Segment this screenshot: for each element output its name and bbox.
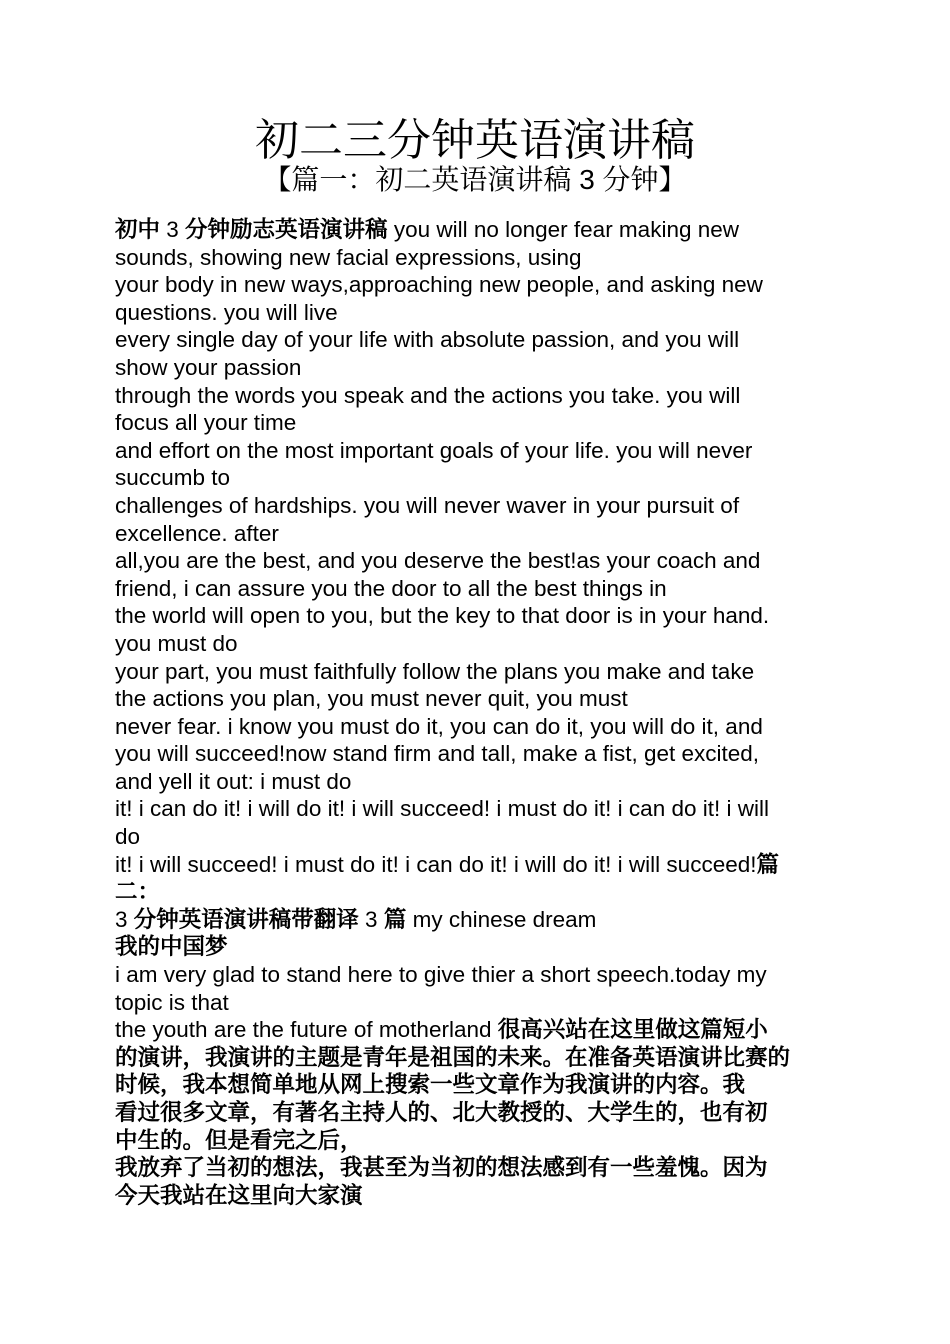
body-line [115, 492, 843, 520]
document-title: 初二三分钟英语演讲稿 [255, 116, 695, 165]
text-run: do [115, 824, 141, 850]
document-body [115, 216, 843, 1209]
text-run: you must do [115, 630, 238, 656]
text-run: questions. you will live [115, 299, 338, 325]
bold-text-run: 初中 [115, 217, 161, 242]
body-line [115, 1154, 843, 1182]
text-run: excellence. after [115, 520, 279, 546]
body-line [115, 575, 843, 603]
body-line [115, 1071, 843, 1099]
text-run: the youth are the future of motherland [115, 1017, 498, 1043]
body-line [115, 382, 843, 410]
body-line [115, 1127, 843, 1155]
text-run: the actions you plan, you must never quit, you must [115, 686, 628, 712]
bold-text-run: 我放弃了当初的想法，我甚至为当初的想法感到有一些羞愧。因为 [115, 1155, 768, 1181]
text-run: your part, you must faithfully follow the plans you make and take [115, 658, 755, 684]
text-run: succumb to [115, 465, 231, 491]
body-line [115, 658, 843, 686]
body-line [115, 437, 843, 465]
body-line [115, 878, 843, 906]
text-run: and yell it out: i must do [115, 768, 352, 794]
text-run: 3 [160, 217, 186, 242]
body-line [115, 409, 843, 437]
text-run: show your passion [115, 354, 302, 380]
text-run: you will no longer fear making new [387, 217, 739, 242]
bold-text-run: 时候，我本想简单地从网上搜索一些文章作为我演讲的内容。我 [115, 1072, 746, 1098]
body-line [115, 740, 843, 768]
text-run: 3 [115, 906, 134, 932]
body-line [115, 244, 843, 272]
bold-text-run: 分钟英语演讲稿带翻译 [133, 906, 359, 932]
body-line [115, 520, 843, 548]
text-run: i am very glad to stand here to give thier a short speech.today my [115, 962, 767, 988]
text-run: every single day of your life with absolute passion, and you will [115, 327, 740, 353]
body-line [115, 354, 843, 382]
body-line [115, 713, 843, 741]
text-run: 3 [358, 906, 384, 932]
text-run: the world will open to you, but the key to that door is in your hand. [115, 603, 770, 629]
body-line [115, 630, 843, 658]
bold-text-run: 篇 [756, 851, 779, 877]
body-line [115, 768, 843, 796]
body-line [115, 326, 843, 354]
text-run: sounds, showing new facial expressions, using [115, 244, 582, 270]
document-subtitle: 【篇一：初二英语演讲稿 3 分钟】 [263, 164, 687, 195]
bold-text-run: 中生的。但是看完之后， [115, 1127, 363, 1153]
text-run: friend, i can assure you the door to all the best things in [115, 575, 667, 601]
body-line [115, 823, 843, 851]
bold-text-run: 的演讲，我演讲的主题是青年是祖国的未来。在准备英语演讲比赛的 [115, 1044, 791, 1070]
text-run: you will succeed!now stand firm and tall, make a fist, get excited, [115, 741, 760, 767]
body-line [115, 933, 843, 961]
text-run: topic is that [115, 989, 229, 1015]
body-line [115, 271, 843, 299]
bold-text-run: 看过很多文章，有著名主持人的、北大教授的、大学生的，也有初 [115, 1100, 768, 1125]
text-run: it! i can do it! i will do it! i will succeed! i must do it! i can do it! i will [115, 796, 769, 822]
text-run: it! i will succeed! i must do it! i can do it! i will do it! i will succeed! [115, 851, 757, 877]
body-line [115, 547, 843, 575]
text-run: challenges of hardships. you will never waver in your pursuit of [115, 492, 740, 518]
body-line [115, 299, 843, 327]
body-line [115, 1016, 843, 1044]
body-line [115, 989, 843, 1017]
body-line [115, 851, 843, 879]
body-line [115, 464, 843, 492]
text-run: all,you are the best, and you deserve the best!as your coach and [115, 548, 761, 574]
bold-text-run: 篇 [383, 906, 407, 932]
body-line [115, 602, 843, 630]
text-run: through the words you speak and the actions you take. you will [115, 382, 741, 408]
body-line [115, 1099, 843, 1127]
bold-text-run: 二： [115, 879, 161, 905]
bold-text-run: 我的中国梦 [115, 934, 228, 960]
body-line [115, 1182, 843, 1210]
bold-text-run: 很高兴站在这里做这篇短小 [497, 1017, 768, 1043]
bold-text-run: 今天我站在这里向大家演 [115, 1182, 363, 1208]
text-run: my chinese dream [406, 906, 597, 932]
body-line [115, 906, 843, 934]
body-line [115, 795, 843, 823]
text-run: focus all your time [115, 410, 297, 436]
bold-text-run: 分钟励志英语演讲稿 [185, 217, 388, 242]
text-run: your body in new ways,approaching new people, and asking new [115, 272, 763, 298]
text-run: and effort on the most important goals of your life. you will never [115, 437, 753, 463]
body-line [115, 685, 843, 713]
body-line [115, 216, 843, 244]
text-run: never fear. i know you must do it, you can do it, you will do it, and [115, 713, 763, 739]
body-line [115, 961, 843, 989]
body-line [115, 1044, 843, 1072]
